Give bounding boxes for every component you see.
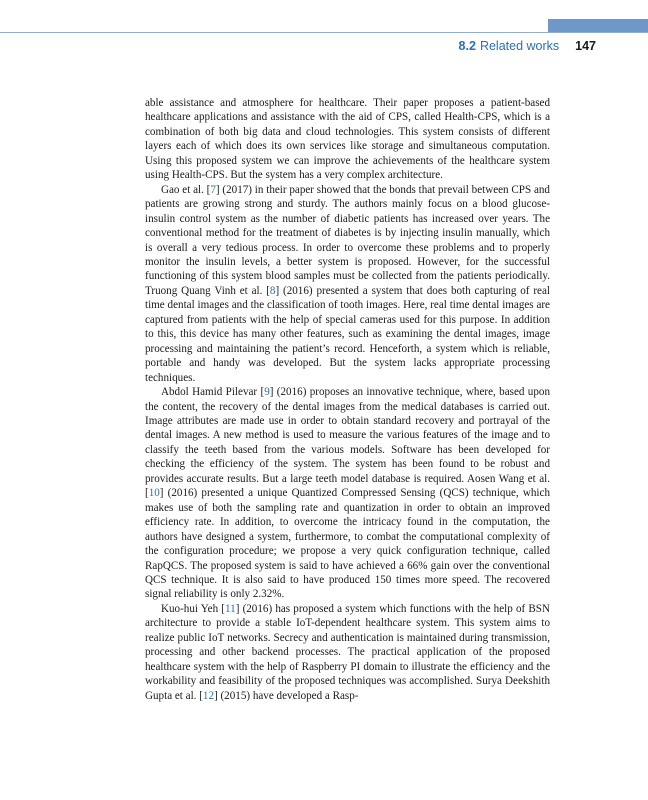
paragraph-text: ] (2016) presented a system that does both capturing of real time dental images and the classification of tooth images. Here, real time dental images are captured from patients with the help of special cameras used for this purpose. In addition to this, this device has many other features, such as examining the dental images, image processing and maintaining the patient’s record. Henceforth, a system which is reliable, portable and handy was developed. But the system lacks appropriate processing techniques.: [145, 284, 550, 384]
citation-link[interactable]: 11: [225, 602, 236, 615]
paragraph-text: Gao et al. [: [161, 183, 211, 196]
page-number: 147: [575, 39, 596, 53]
running-head: [459, 38, 596, 54]
body-text: [145, 96, 550, 703]
paragraph-text: Kuo-hui Yeh [: [161, 602, 225, 615]
paragraph: [145, 183, 550, 385]
paragraph: [145, 602, 550, 703]
paragraph-text: Abdol Hamid Pilevar [: [161, 386, 265, 399]
section-title: Related works: [479, 39, 560, 53]
header-rule: [0, 32, 648, 33]
paragraph-text: ] (2016) presented a unique Quantized Compressed Sensing (QCS) technique, which makes use of both the sampling rate and quantization in order to obtain an improved efficiency rate. In addition, to overcome the intricacy found in the computation, the authors have designed a system, furthermore, to combat the computational complexity of the configuration procedure; we propose a very quick configuration technique, called RapQCS. The proposed system is said to have achieved a 66% gain over the conventional QCS technique. It is also said to have produced 150 times more speed. The recovered signal reliability is only 2.32%.: [145, 487, 550, 601]
citation-link[interactable]: 9: [264, 386, 270, 399]
paragraph: [145, 96, 550, 183]
paragraph-text: ] (2016) has proposed a system which functions with the help of BSN architecture to provide a stable IoT-dependent healthcare system. This system aims to realize public IoT networks. Secrecy and authentication is maintained during transmission, processing and other backend processes. The practical application of the proposed healthcare system with the help of Raspberry PI domain to illustrate the efficiency and the workability and feasibility of the proposed techniques was accomplished. Surya Deekshith Gupta et al. [: [145, 602, 550, 702]
citation-link[interactable]: 10: [148, 487, 160, 500]
paragraph: [145, 385, 550, 602]
paragraph-text: ] (2016) proposes an innovative technique, where, based upon the content, the recovery of the dental images from the medical databases is carried out. Image attributes are made use in order to obtain standard recovery and portrayal of the dental images. A new method is used to measure the various features of the image and to classify the teeth based from the various models. Software has been developed for checking the efficiency of the system. The system has been found to be robust and provides accurate results. But a large teeth model database is required. Aosen Wang et al. [: [145, 386, 550, 500]
citation-link[interactable]: 8: [269, 284, 276, 297]
citation-link[interactable]: 12: [202, 689, 215, 702]
paragraph-text: ] (2015) have developed a Rasp-: [214, 689, 359, 702]
paragraph-text: ] (2017) in their paper showed that the bonds that prevail between CPS and patients are growing strong and sturdy. The authors mainly focus on a blood glucose-insulin control system as the number of diabetic patients has increased over years. The conventional method for the treatment of diabetes is by injecting insulin manually, which is overall a very tedious process. In order to overcome these problems and to properly monitor the insulin levels, a better system is proposed. However, for the successful functioning of this system blood samples must be collected from the patients periodically. Truong Quang Vinh et al. [: [145, 183, 550, 297]
header-accent-bar: [548, 19, 648, 32]
paragraph-text: able assistance and atmosphere for healthcare. Their paper proposes a patient-based healthcare applications and assistance with the aid of CPS, called Health-CPS, which is a combination of both big data and cloud technologies. This system consists of different layers each of which does its own services like storage and simultaneous computation. Using this proposed system we can improve the achievements of the healthcare system using Health-CPS. But the system has a very complex architecture.: [145, 97, 550, 182]
section-number: 8.2: [458, 39, 476, 53]
citation-link[interactable]: 7: [210, 183, 216, 196]
